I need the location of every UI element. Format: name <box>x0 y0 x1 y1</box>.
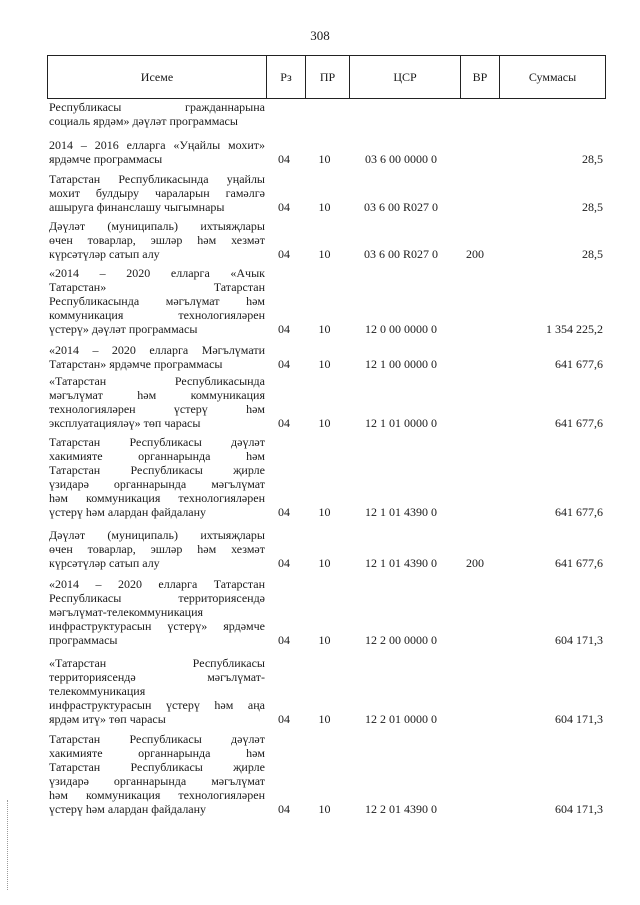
table-row <box>47 374 606 430</box>
header-rz: Рз <box>267 56 306 98</box>
row-name-line: программасы <box>49 633 118 647</box>
row-pr: 10 <box>318 152 331 166</box>
header-sum: Суммасы <box>528 69 577 84</box>
row-sum: 28,5 <box>582 247 603 261</box>
table-row <box>47 732 606 816</box>
row-name-line: ярдәм итү» төп чарасы <box>49 712 166 726</box>
table-header <box>47 55 606 99</box>
table-row <box>47 100 606 128</box>
row-name-line: Республикасы территориясендә <box>49 591 265 605</box>
row-name-line: Республикасы гражданнарына <box>49 100 265 114</box>
row-rz: 04 <box>278 556 290 570</box>
row-name <box>47 656 265 726</box>
row-name-line: үзидарә органнарында мәгълүмат <box>49 477 265 491</box>
table-row <box>47 172 606 214</box>
row-name-line: Татарстан Республикасында уңайлы <box>49 172 265 186</box>
row-vr: 200 <box>466 247 484 261</box>
row-name-line: территориясендә мәгълүмат- <box>49 670 265 684</box>
row-name-line: технологияләрен үстерү һәм <box>49 402 265 416</box>
row-name-line: Татарстан Республикасы җирле <box>49 760 265 774</box>
table-row <box>47 138 606 166</box>
row-name-line: 2014 – 2016 елларга «Уңайлы мохит» <box>49 138 265 152</box>
row-name-line: һәм коммуникация технологияләрен <box>49 491 265 505</box>
table-row <box>47 656 606 726</box>
row-sum: 641 677,6 <box>555 556 603 570</box>
row-pr: 10 <box>318 416 331 430</box>
row-name-line: үстерү һәм алардан файдалану <box>49 802 207 816</box>
row-sum: 641 677,6 <box>555 416 603 430</box>
row-name-line: Республикасында мәгълүмат һәм <box>49 294 265 308</box>
row-rz: 04 <box>278 247 290 261</box>
table-row <box>47 528 606 570</box>
table-row <box>47 435 606 519</box>
row-name-line: һәм коммуникация технологияләрен <box>49 788 265 802</box>
row-sum: 641 677,6 <box>555 505 603 519</box>
row-name-line: коммуникация технологияләрен <box>49 308 265 322</box>
row-csr: 12 2 01 0000 0 <box>365 712 437 726</box>
row-name <box>47 172 265 214</box>
row-rz: 04 <box>278 357 290 371</box>
row-csr: 03 6 00 0000 0 <box>365 152 437 166</box>
row-name-line: өчен товарлар, эшләр һәм хезмәт <box>49 233 265 247</box>
row-sum: 1 354 225,2 <box>546 322 603 336</box>
row-pr: 10 <box>318 505 331 519</box>
row-name-line: Татарстан Республикасы дәүләт <box>49 435 265 449</box>
row-name-line: күрсәтүләр сатып алу <box>49 247 160 261</box>
row-name-line: «2014 – 2020 елларга Татарстан <box>49 577 265 591</box>
row-name-line: үстерү» дәүләт программасы <box>49 322 198 336</box>
row-sum: 28,5 <box>582 200 603 214</box>
row-name-line: эксплуатацияләү» төп чарасы <box>49 416 201 430</box>
row-pr: 10 <box>318 802 331 816</box>
row-name-line: Татарстан» Татарстан <box>49 280 265 294</box>
row-name <box>47 435 265 519</box>
row-name-line: хакимияте органнарында һәм <box>49 449 265 463</box>
row-rz: 04 <box>278 322 290 336</box>
row-csr: 12 2 00 0000 0 <box>365 633 437 647</box>
row-pr: 10 <box>318 556 331 570</box>
row-csr: 12 1 01 4390 0 <box>365 556 437 570</box>
row-name <box>47 100 265 128</box>
row-rz: 04 <box>278 416 290 430</box>
row-pr: 10 <box>318 357 331 371</box>
row-rz: 04 <box>278 802 290 816</box>
row-name-line: инфраструктурасын үстерү һәм аңа <box>49 698 265 712</box>
row-name-line: «Татарстан Республикасы <box>49 656 265 670</box>
table-row <box>47 577 606 647</box>
header-vr: ВР <box>461 56 500 98</box>
row-csr: 03 6 00 R027 0 <box>363 247 438 261</box>
table-row <box>47 343 606 371</box>
row-name <box>47 343 265 371</box>
row-name <box>47 138 265 166</box>
row-name-line: өчен товарлар, эшләр һәм хезмәт <box>49 542 265 556</box>
row-name-line: «Татарстан Республикасында <box>49 374 265 388</box>
row-sum: 28,5 <box>582 152 603 166</box>
row-name-line: үзидарә органнарында мәгълүмат <box>49 774 265 788</box>
header-csr: ЦСР <box>350 56 461 98</box>
row-name-line: күрсәтүләр сатып алу <box>49 556 160 570</box>
row-name-line: ашыруга финанслашу чыгымнары <box>49 200 225 214</box>
header-name: Исеме <box>48 56 267 98</box>
row-name <box>47 266 265 336</box>
row-csr: 12 1 01 4390 0 <box>365 505 437 519</box>
row-name-line: Татарстан Республикасы дәүләт <box>49 732 265 746</box>
row-rz: 04 <box>278 200 290 214</box>
row-name-line: мәгълүмат һәм коммуникация <box>49 388 265 402</box>
row-name <box>47 219 265 261</box>
row-csr: 12 0 00 0000 0 <box>365 322 437 336</box>
row-name-line: үстерү һәм алардан файдалану <box>49 505 207 519</box>
row-sum: 604 171,3 <box>555 712 603 726</box>
row-name-line: ярдәмче программасы <box>49 152 163 166</box>
row-csr: 12 1 00 0000 0 <box>365 357 437 371</box>
row-csr: 12 1 01 0000 0 <box>365 416 437 430</box>
row-name <box>47 577 265 647</box>
row-sum: 604 171,3 <box>555 633 603 647</box>
row-name-line: Дәүләт (муниципаль) ихтыяҗлары <box>49 528 265 542</box>
row-name-line: «2014 – 2020 елларга «Ачык <box>49 266 265 280</box>
row-name <box>47 528 265 570</box>
row-csr: 12 2 01 4390 0 <box>365 802 437 816</box>
row-vr: 200 <box>466 556 484 570</box>
row-name-line: инфраструктурасын үстерү» ярдәмче <box>49 619 265 633</box>
row-sum: 641 677,6 <box>555 357 603 371</box>
row-name-line: «2014 – 2020 елларга Мәгълүмати <box>49 343 265 357</box>
row-rz: 04 <box>278 152 290 166</box>
row-name-line: Дәүләт (муниципаль) ихтыяҗлары <box>49 219 265 233</box>
row-name-line: Татарстан» ярдәмче программасы <box>49 357 223 371</box>
row-rz: 04 <box>278 505 290 519</box>
row-pr: 10 <box>318 322 331 336</box>
table-row <box>47 219 606 261</box>
page-number: 308 <box>310 28 330 43</box>
row-pr: 10 <box>318 247 331 261</box>
table-row <box>47 266 606 336</box>
row-name-line: хакимияте органнарында һәм <box>49 746 265 760</box>
row-csr: 03 6 00 R027 0 <box>363 200 438 214</box>
row-pr: 10 <box>318 712 331 726</box>
row-name <box>47 374 265 430</box>
margin-dots <box>7 800 9 890</box>
row-name-line: социаль ярдәм» дәүләт программасы <box>49 114 238 128</box>
row-rz: 04 <box>278 712 290 726</box>
row-name-line: мохит булдыру чараларын гамәлгә <box>49 186 265 200</box>
header-pr: ПР <box>306 56 350 98</box>
row-name-line: мәгълүмат-телекоммуникация <box>49 605 204 619</box>
row-name <box>47 732 265 816</box>
row-sum: 604 171,3 <box>555 802 603 816</box>
row-rz: 04 <box>278 633 290 647</box>
row-name-line: телекоммуникация <box>49 684 146 698</box>
row-pr: 10 <box>318 633 331 647</box>
row-name-line: Татарстан Республикасы җирле <box>49 463 265 477</box>
row-pr: 10 <box>318 200 331 214</box>
